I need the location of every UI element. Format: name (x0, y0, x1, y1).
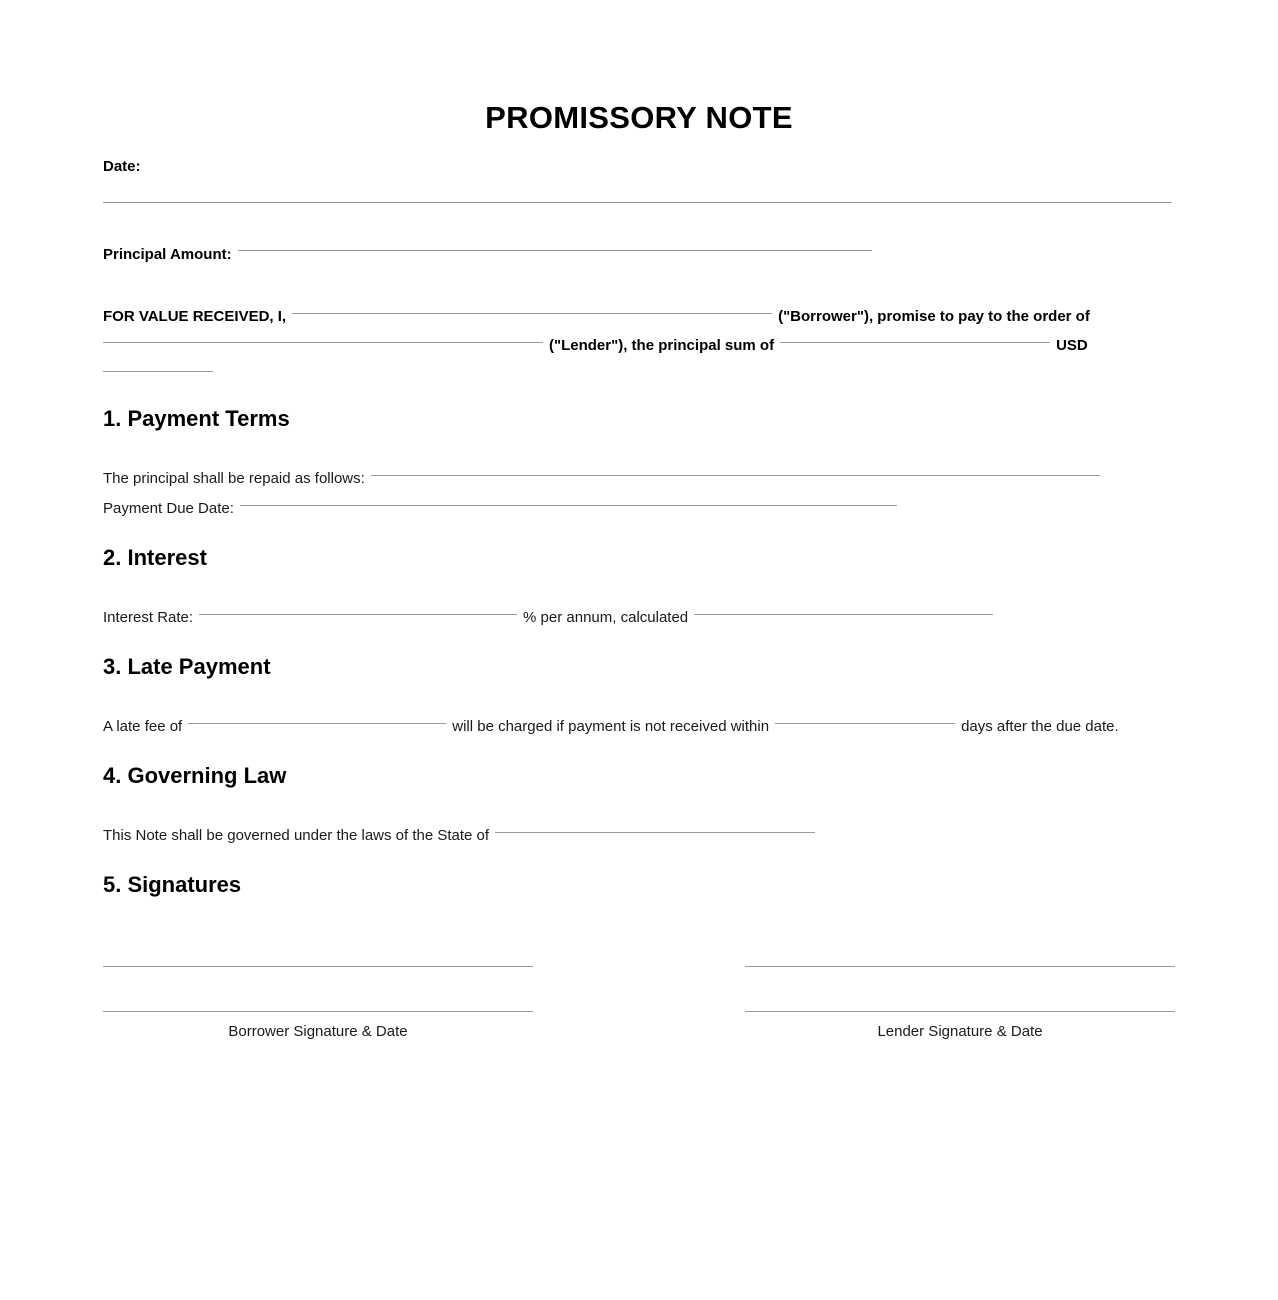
for-value-received-paragraph (103, 302, 1175, 389)
lender-signature-line[interactable] (745, 966, 1175, 967)
repaid-as-follows-blank-line[interactable] (371, 475, 1100, 476)
late-fee-amount-blank-line[interactable] (188, 723, 446, 724)
borrower-name-blank-line[interactable] (292, 313, 772, 314)
fvr-line-1 (103, 302, 1175, 331)
interest-rate-blank-line[interactable] (199, 614, 517, 615)
fvr-line-3 (103, 360, 1175, 389)
repaid-as-follows-label: The principal shall be repaid as follows: (103, 470, 365, 487)
section-heading-interest: 2. Interest (103, 545, 207, 570)
late-fee-label: A late fee of (103, 718, 183, 735)
document-body (103, 0, 1175, 1040)
interest-rate-per-annum-text: % per annum, calculated (523, 609, 689, 626)
date-label: Date: (103, 158, 141, 175)
governing-law-row (103, 825, 815, 847)
fvr-text-part2: ("Borrower"), promise to pay to the order of (778, 308, 1090, 325)
principal-amount-row (103, 245, 1175, 265)
payment-due-date-blank-line[interactable] (240, 505, 897, 506)
lender-signature-caption: Lender Signature & Date (877, 1023, 1043, 1040)
interest-calculation-blank-line[interactable] (694, 614, 993, 615)
interest-rate-row (103, 607, 993, 629)
late-fee-condition-text: will be charged if payment is not received within (452, 718, 770, 735)
principal-amount-label: Principal Amount: (103, 246, 232, 263)
fvr-line-2 (103, 331, 1175, 360)
governing-law-label: This Note shall be governed under the laws of the State of (103, 827, 490, 844)
section-heading-payment-terms: 1. Payment Terms (103, 406, 290, 431)
late-fee-days-blank-line[interactable] (775, 723, 955, 724)
principal-sum-blank-line[interactable] (780, 342, 1050, 343)
payment-due-date-row (103, 498, 897, 520)
late-fee-tail-text: days after the due date. (961, 718, 1119, 735)
late-fee-row (103, 716, 1119, 738)
borrower-signature-line[interactable] (103, 966, 533, 967)
fvr-text-part1: FOR VALUE RECEIVED, I, (103, 308, 287, 325)
borrower-signature-caption: Borrower Signature & Date (228, 1023, 408, 1040)
governing-law-state-blank-line[interactable] (495, 832, 815, 833)
principal-amount-blank-line[interactable] (238, 250, 872, 251)
lender-name-blank-line[interactable] (103, 342, 543, 343)
payment-terms-repaid-row (103, 468, 1100, 490)
section-heading-governing-law: 4. Governing Law (103, 763, 287, 788)
fvr-text-part4: USD (1056, 337, 1088, 354)
section-heading-late-payment: 3. Late Payment (103, 654, 271, 679)
page-title: PROMISSORY NOTE (485, 100, 793, 135)
principal-sum-blank-line-continued[interactable] (103, 371, 213, 372)
date-blank-line[interactable] (103, 202, 1172, 203)
fvr-text-part3: ("Lender"), the principal sum of (549, 337, 775, 354)
section-heading-signatures: 5. Signatures (103, 872, 242, 897)
borrower-signature-block (103, 930, 533, 1042)
payment-due-date-label: Payment Due Date: (103, 500, 234, 517)
interest-rate-label: Interest Rate: (103, 609, 194, 626)
date-field-row (103, 158, 1175, 203)
lender-signature-block (745, 930, 1175, 1042)
